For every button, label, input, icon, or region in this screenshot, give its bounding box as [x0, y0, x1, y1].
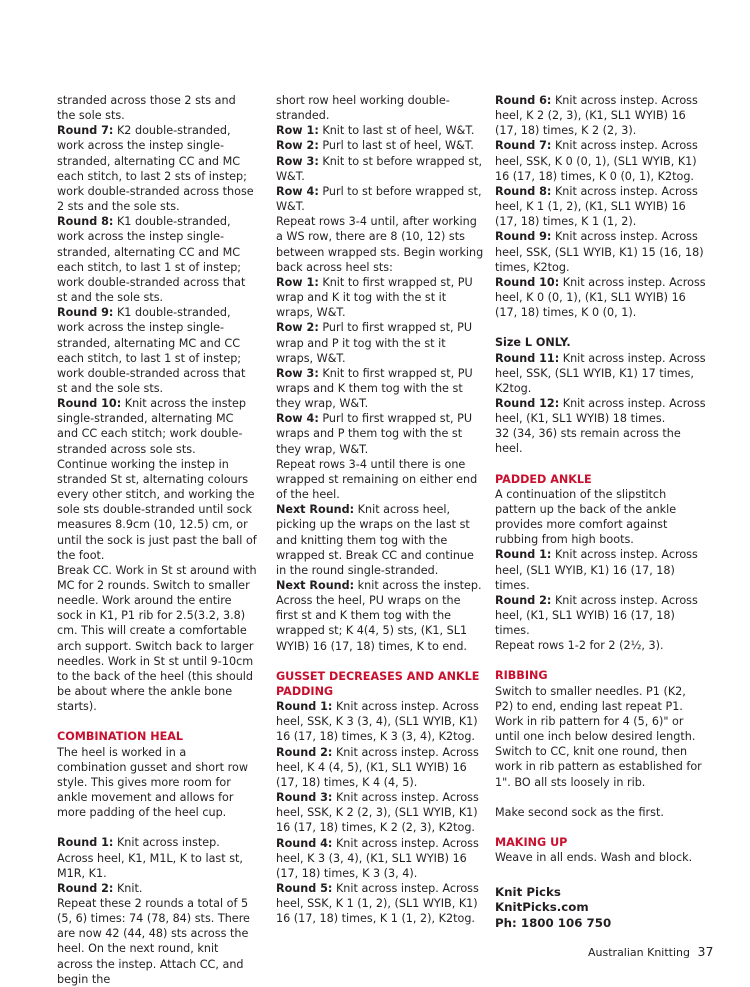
round-label: Round 3:	[276, 791, 333, 805]
round-label: Round 9:	[57, 306, 114, 320]
paragraph: 32 (34, 36) sts remain across the heel.	[495, 427, 681, 456]
size-l-round-12	[495, 396, 707, 426]
round-label: Round 12:	[495, 396, 560, 410]
paragraph: Repeat rows 1-2 for 2 (2½, 3).	[495, 639, 664, 653]
round-9	[57, 305, 257, 396]
section-heading-padded-ankle: PADDED ANKLE	[495, 472, 592, 486]
paragraph: stranded across those 2 sts and the sole sts.	[57, 94, 236, 123]
gusset-round-9	[495, 229, 707, 274]
round-label: Round 2:	[276, 745, 333, 759]
magazine-name: Australian Knitting	[588, 946, 691, 959]
paragraph: Make second sock as the first.	[495, 805, 664, 819]
round-label: Next Round:	[276, 503, 355, 517]
paragraph: Repeat rows 3-4 until there is one wrapped st remaining on either end of the heel.	[276, 457, 478, 502]
gusset-round-7	[495, 138, 707, 183]
round-label: Round 11:	[495, 351, 560, 365]
gusset-round-4	[276, 836, 484, 881]
row-text: Purl to first wrapped st, PU wraps and P them tog with the st they wrap, W&T.	[276, 412, 473, 456]
gusset-round-2	[276, 745, 484, 790]
row-1	[276, 123, 484, 138]
round-8	[57, 214, 257, 305]
padded-round-2	[495, 593, 707, 638]
round-label: Round 10:	[495, 275, 560, 289]
paragraph: Repeat these 2 rounds a total of 5 (5, 6) times: 74 (78, 84) sts. There are now 42 (44, 48) sts across the heel. On the next round, knit across the instep. Attach CC, and begin the	[57, 896, 250, 986]
round-text: K1 double-stranded, work across the instep single-stranded, alternating CC and MC each stitch, to last 1 st of instep; work double-stranded across that st and the sole sts.	[57, 215, 246, 305]
row-text: Purl to last st of heel, W&T.	[318, 139, 474, 153]
row-label: Row 2:	[276, 321, 319, 335]
round-text: Knit across instep. Across heel, K 0 (0, 1), (K1, SL1 WYIB) 16 (17, 18) times, K 0 (0, 1).	[495, 275, 706, 320]
gusset-round-1	[276, 699, 484, 744]
size-label: Size L ONLY.	[495, 336, 571, 350]
round-text: Knit across instep. Across heel, K1, M1L, K to last st, M1R, K1.	[57, 836, 243, 880]
round-label: Round 2:	[495, 593, 552, 607]
round-label: Round 8:	[495, 184, 552, 198]
column-2	[276, 93, 484, 926]
column-3	[495, 93, 707, 931]
round-text: Knit across heel, picking up the wraps on the last st and knitting them tog with the wrapped st. Break CC and continue in the round single-stranded.	[276, 503, 474, 577]
round-text: Knit across instep. Across heel, SSK, (SL1 WYIB, K1) 15 (16, 18) times, K2tog.	[495, 230, 704, 274]
section-heading-combination-heal: COMBINATION HEAL	[57, 730, 184, 744]
size-l-heading	[495, 335, 707, 350]
round-text: Knit across instep. Across heel, SSK, (SL1 WYIB, K1) 17 times, K2tog.	[495, 351, 706, 395]
round-text: Knit across instep. Across heel, (K1, SL1 WYIB) 16 (17, 18) times.	[495, 593, 698, 638]
paragraph: A continuation of the slipstitch pattern up the back of the ankle provides more comfort against rubbing from high boots.	[495, 487, 677, 547]
row-2	[276, 138, 484, 153]
round-text: Knit across instep. Across heel, (K1, SL1 WYIB) 18 times.	[495, 396, 706, 426]
round-label: Round 6:	[495, 94, 552, 107]
back-row-4	[276, 411, 484, 456]
section-heading-ribbing: RIBBING	[495, 669, 548, 683]
round-text: Knit.	[113, 881, 143, 895]
gusset-round-3	[276, 790, 484, 835]
row-label: Row 3:	[276, 366, 319, 380]
section-heading-gusset: GUSSET DECREASES AND ANKLE PADDING	[276, 669, 480, 698]
round-text: Knit across instep. Across heel, K 3 (3, 4), (K1, SL1 WYIB) 16 (17, 18) times, K 3 (3, 4).	[276, 836, 479, 880]
round-text: Knit across instep. Across heel, SSK, K 0 (0, 1), (SL1 WYIB, K1) 16 (17, 18) times, K 0 (0, 1), K2tog.	[495, 139, 698, 183]
contact-phone: Ph: 1800 106 750	[495, 915, 612, 930]
round-7	[57, 123, 257, 214]
back-row-2	[276, 320, 484, 365]
round-label: Round 2:	[57, 881, 114, 895]
round-label: Round 1:	[57, 836, 114, 850]
paragraph: Switch to smaller needles. P1 (K2, P2) to end, ending last repeat P1. Work in rib pattern for 4 (5, 6)" or until one inch below desired length. Switch to CC, knit one round, then work in rib pattern as established for 1". BO all sts loosely in rib.	[495, 684, 702, 789]
next-round-1	[276, 502, 484, 578]
round-text: Knit across instep. Across heel, K 4 (4, 5), (K1, SL1 WYIB) 16 (17, 18) times, K 4 (4, 5).	[276, 745, 479, 789]
round-label: Round 9:	[495, 230, 552, 244]
back-row-3	[276, 366, 484, 411]
round-10	[57, 396, 257, 457]
round-text: K1 double-stranded, work across the instep single-stranded, alternating MC and CC each stitch, to last 1 st of instep; work double-stranded across that st and the sole sts.	[57, 306, 246, 395]
next-round-2	[276, 578, 484, 654]
contact-website: KnitPicks.com	[495, 900, 589, 915]
round-label: Round 1:	[276, 700, 333, 714]
round-text: Knit across the instep single-stranded, alternating MC and CC each stitch; work double-stranded across sole sts.	[57, 397, 246, 456]
page-footer	[588, 944, 713, 959]
round-label: Round 1:	[495, 548, 552, 562]
gusset-round-5	[276, 881, 484, 926]
round-text: Knit across instep. Across heel, (SL1 WYIB, K1) 16 (17, 18) times.	[495, 548, 698, 592]
round-label: Round 4:	[276, 836, 333, 850]
gusset-round-10	[495, 275, 707, 320]
round-label: Round 5:	[276, 881, 333, 895]
round-label: Round 7:	[495, 139, 552, 153]
contact-name: Knit Picks	[495, 885, 561, 900]
row-text: Knit to first wrapped st, PU wrap and K it tog with the st it wraps, W&T.	[276, 275, 473, 320]
heel-round-2	[57, 881, 257, 896]
row-label: Row 1:	[276, 124, 319, 138]
size-l-round-11	[495, 351, 707, 396]
row-text: Knit to st before wrapped st, W&T.	[276, 154, 483, 183]
row-text: Knit to last st of heel, W&T.	[318, 124, 475, 138]
round-text: Knit across instep. Across heel, K 1 (1, 2), (K1, SL1 WYIB) 16 (17, 18) times, K 1 (1, 2).	[495, 184, 698, 229]
row-4	[276, 184, 484, 214]
round-text: Knit across instep. Across heel, SSK, K 1 (1, 2), (SL1 WYIB, K1) 16 (17, 18) times, K 1 (1, 2), K2tog.	[276, 881, 479, 926]
round-label: Round 10:	[57, 397, 122, 411]
row-text: Knit to first wrapped st, PU wraps and K them tog with the st they wrap, W&T.	[276, 366, 473, 411]
round-label: Next Round:	[276, 579, 355, 592]
paragraph: Weave in all ends. Wash and block.	[495, 851, 693, 865]
paragraph: short row heel working double-stranded.	[276, 94, 450, 123]
section-heading-making-up: MAKING UP	[495, 835, 568, 849]
row-label: Row 1:	[276, 275, 319, 289]
round-text: K2 double-stranded, work across the instep single-stranded, alternating CC and MC each stitch, to last 2 sts of instep; work double-stranded across those 2 sts and the sole sts.	[57, 124, 254, 214]
row-label: Row 2:	[276, 139, 319, 153]
padded-round-1	[495, 547, 707, 592]
round-label: Round 7:	[57, 124, 114, 138]
round-label: Round 8:	[57, 215, 114, 229]
row-text: Purl to st before wrapped st, W&T.	[276, 184, 482, 214]
row-label: Row 4:	[276, 184, 319, 198]
row-label: Row 4:	[276, 412, 319, 426]
gusset-round-8	[495, 184, 707, 229]
back-row-1	[276, 275, 484, 320]
paragraph: Repeat rows 3-4 until, after working a WS row, there are 8 (10, 12) sts between wrapped sts. Begin working back across heel sts:	[276, 215, 484, 274]
page-number: 37	[697, 944, 714, 959]
row-3	[276, 154, 484, 184]
row-label: Row 3:	[276, 154, 319, 168]
round-text: Knit across instep. Across heel, SSK, K 2 (2, 3), (SL1 WYIB, K1) 16 (17, 18) times, K 2 (2, 3), K2tog.	[276, 791, 479, 835]
heel-round-1	[57, 835, 257, 880]
round-text: Knit across instep. Across heel, K 2 (2, 3), (K1, SL1 WYIB) 16 (17, 18) times, K 2 (2, 3).	[495, 94, 698, 138]
paragraph: Continue working the instep in stranded St st, alternating colours every other stitch, and working the sole sts double-stranded until sock measures 8.9cm (10, 12.5) cm, or until the sock is just past the ball of the foot.	[57, 457, 257, 562]
paragraph: Break CC. Work in St st around with MC for 2 rounds. Switch to smaller needle. Work around the entire sock in K1, P1 rib for 2.5(3.2, 3.8) cm. This will create a comfortable arch support. Switch back to larger needles. Work in St st until 9-10cm to the back of the heel (this should be about where the ankle bone starts).	[57, 563, 257, 714]
column-1	[57, 93, 257, 987]
round-text: Knit across instep. Across heel, SSK, K 3 (3, 4), (SL1 WYIB, K1) 16 (17, 18) times, K 3 (3, 4), K2tog.	[276, 700, 479, 744]
gusset-round-6	[495, 93, 707, 138]
round-text: knit across the instep. Across the heel, PU wraps on the first st and K them tog with the wrapped st; K 4(4, 5) sts, (K1, SL1 WYIB) 16 (17, 18) times, K to end.	[276, 579, 482, 653]
paragraph: The heel is worked in a combination gusset and short row style. This gives more room for ankle movement and allows for more padding of the heel cup.	[57, 745, 248, 820]
row-text: Purl to first wrapped st, PU wrap and P it tog with the st it wraps, W&T.	[276, 321, 473, 365]
